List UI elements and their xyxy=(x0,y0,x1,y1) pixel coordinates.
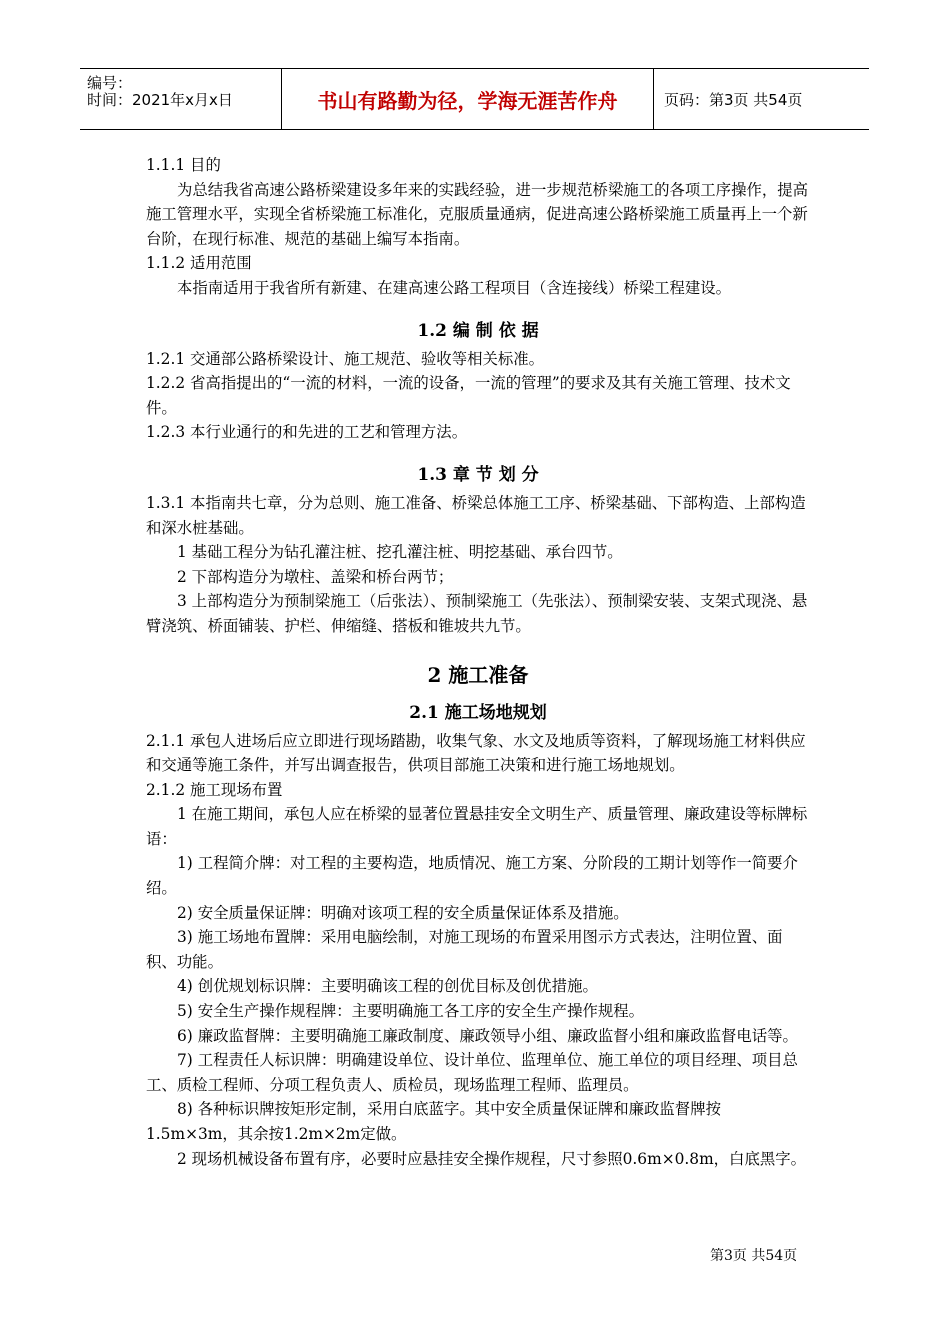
motto-text: 书山有路勤为径，学海无涯苦作舟 xyxy=(317,88,618,113)
sign-item-1: 1) 工程简介牌：对工程的主要构造，地质情况、施工方案、分阶段的工期计划等作一简要介绍。 xyxy=(146,854,798,898)
sign-item-5: 5) 安全生产操作规程牌：主要明确施工各工序的安全生产操作规程。 xyxy=(177,1002,645,1021)
section-1-1-1-text: 为总结我省高速公路桥梁建设多年来的实践经验，进一步规范桥梁施工的各项工序操作，提高施工管理水平，实现全省桥梁施工标准化，克服质量通病，促进高速公路桥梁施工质量再上一个新台阶，在现行标准、规范的基础上编写本指南。 xyxy=(146,180,809,248)
header-motto xyxy=(282,69,654,129)
heading-2: 2 施工准备 xyxy=(427,662,529,687)
document-body xyxy=(146,153,810,1171)
sign-item-4: 4) 创优规划标识牌：主要明确该工程的创优目标及创优措施。 xyxy=(177,977,598,996)
heading-1-3: 1.3 章 节 划 分 xyxy=(417,464,539,485)
section-1-3-1: 1.3.1 本指南共七章，分为总则、施工准备、桥梁总体施工工序、桥梁基础、下部构造、上部构造和深水桩基础。 xyxy=(146,493,806,537)
section-1-2-1: 1.2.1 交通部公路桥梁设计、施工规范、验收等相关标准。 xyxy=(146,349,545,368)
section-2-1-2-item-2: 2 现场机械设备布置有序，必要时应悬挂安全操作规程，尺寸参照0.6m×0.8m，白底黑字。 xyxy=(177,1149,807,1168)
header-meta xyxy=(80,69,282,129)
header-page-info: 页码：第3页 共54页 xyxy=(664,90,803,109)
date-label: 时间：2021年x月x日 xyxy=(87,91,233,109)
section-1-1-2-title: 1.1.2 适用范围 xyxy=(146,254,252,273)
section-1-1-2-text: 本指南适用于我省所有新建、在建高速公路工程项目（含连接线）桥梁工程建设。 xyxy=(177,278,732,297)
section-1-3-1-item-1: 1 基础工程分为钻孔灌注桩、挖孔灌注桩、明挖基础、承台四节。 xyxy=(177,543,623,562)
heading-1-2: 1.2 编 制 依 据 xyxy=(417,320,539,341)
sign-item-2: 2) 安全质量保证牌：明确对该项工程的安全质量保证体系及措施。 xyxy=(177,903,629,922)
sign-item-7: 7) 工程责任人标识牌：明确建设单位、设计单位、监理单位、施工单位的项目经理、项目总工、质检工程师、分项工程负责人、质检员，现场监理工程师、监理员。 xyxy=(146,1051,798,1094)
section-1-2-2: 1.2.2 省高指提出的“一流的材料，一流的设备，一流的管理”的要求及其有关施工管理、技术文件。 xyxy=(146,374,791,417)
section-1-3-1-item-3: 3 上部构造分为预制梁施工（后张法）、预制梁施工（先张法）、预制梁安装、支架式现浇、悬臂浇筑、桥面铺装、护栏、伸缩缝、搭板和锥坡共九节。 xyxy=(146,592,808,635)
section-1-1-1-title: 1.1.1 目的 xyxy=(146,156,221,174)
heading-2-1: 2.1 施工场地规划 xyxy=(409,702,547,723)
page-header xyxy=(80,68,869,130)
section-1-3-1-item-2: 2 下部构造分为墩柱、盖梁和桥台两节； xyxy=(177,567,454,586)
sign-item-3: 3) 施工场地布置牌：采用电脑绘制，对施工现场的布置采用图示方式表达，注明位置、面积、功能。 xyxy=(146,928,783,971)
section-2-1-2-title: 2.1.2 施工现场布置 xyxy=(146,780,283,799)
section-1-2-3: 1.2.3 本行业通行的和先进的工艺和管理方法。 xyxy=(146,423,468,442)
section-2-1-2-item-1: 1 在施工期间，承包人应在桥梁的显著位置悬挂安全文明生产、质量管理、廉政建设等标牌标语： xyxy=(146,805,808,848)
page-footer: 第3页 共54页 xyxy=(710,1248,798,1264)
sign-item-6: 6) 廉政监督牌：主要明确施工廉政制度、廉政领导小组、廉政监督小组和廉政监督电话等。 xyxy=(177,1026,798,1045)
section-2-1-1: 2.1.1 承包人进场后应立即进行现场踏勘，收集气象、水文及地质等资料，了解现场施工材料供应和交通等施工条件，并写出调查报告，供项目部施工决策和进行施工场地规划。 xyxy=(146,731,806,775)
number-label: 编号： xyxy=(87,74,133,92)
sign-item-8: 8) 各种标识牌按矩形定制，采用白底蓝字。其中安全质量保证牌和廉政监督牌按1.5m×3m，其余按1.2m×2m定做。 xyxy=(146,1100,721,1143)
